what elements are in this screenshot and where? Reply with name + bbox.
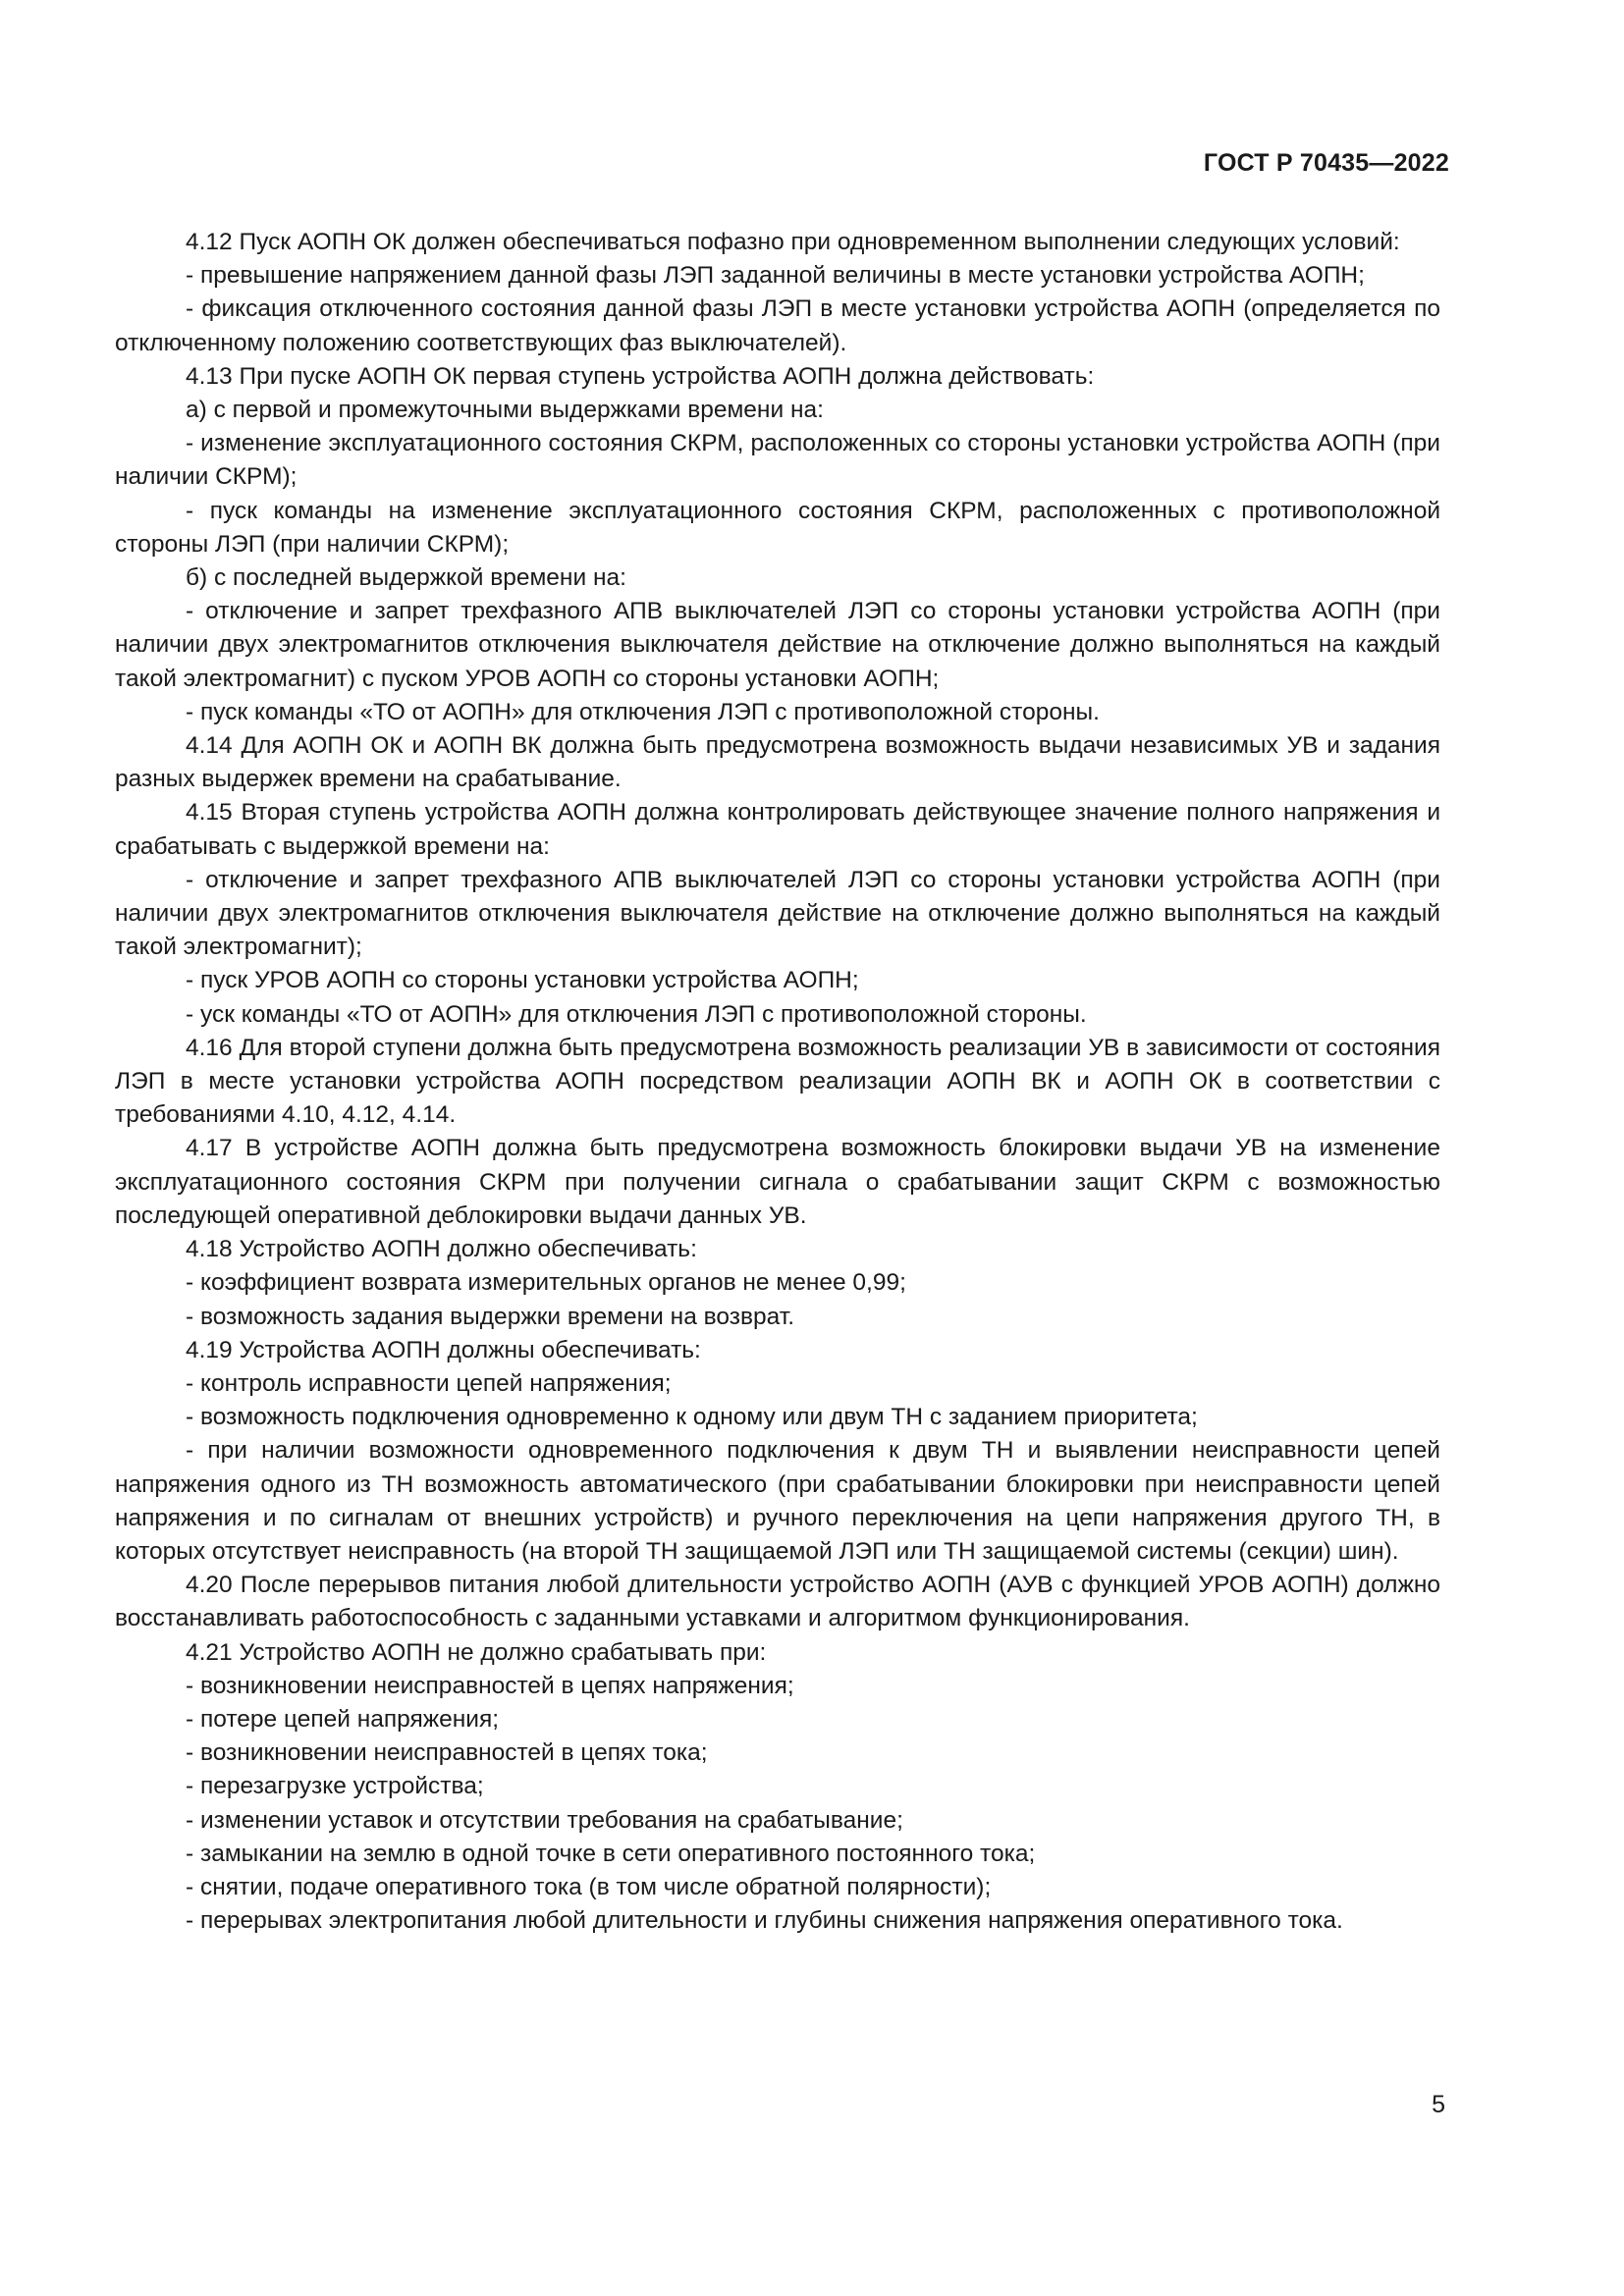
list-item: - превышение напряжением данной фазы ЛЭП заданной величины в месте установки устройства АОПН; [186, 262, 1365, 290]
list-item: - уск команды «ТО от АОПН» для отключения ЛЭП с противоположной стороны. [186, 1000, 1087, 1028]
list-item: - перезагрузке устройства; [186, 1773, 484, 1800]
list-item: - пуск команды на изменение эксплуатационного состояния СКРМ, расположенных с противоположной стороны ЛЭП (при наличии СКРМ); [115, 497, 1440, 558]
list-item: - возникновении неисправностей в цепях напряжения; [186, 1672, 794, 1699]
paragraph-4-17: 4.17 В устройстве АОПН должна быть предусмотрена возможность блокировки выдачи УВ на изменение эксплуатационного состояния СКРМ при получении сигнала о срабатывании защит СКРМ с возможностью последующей оперативной деблокировки выдачи данных УВ. [115, 1135, 1440, 1229]
list-item: - изменение эксплуатационного состояния СКРМ, расположенных со стороны установки устройства АОПН (при наличии СКРМ); [115, 430, 1440, 491]
list-item: - перерывах электропитания любой длительности и глубины снижения напряжения оперативного тока. [186, 1907, 1343, 1935]
list-item: - потере цепей напряжения; [186, 1705, 500, 1733]
list-item: - пуск команды «ТО от АОПН» для отключения ЛЭП с противоположной стороны. [186, 698, 1100, 725]
list-item: - коэффициент возврата измерительных органов не менее 0,99; [186, 1269, 906, 1297]
paragraph-4-14: 4.14 Для АОПН ОК и АОПН ВК должна быть предусмотрена возможность выдачи независимых УВ и задания разных выдержек времени на срабатывание. [115, 732, 1440, 793]
document-body [115, 226, 1440, 1938]
paragraph-4-20: 4.20 После перерывов питания любой длительности устройство АОПН (АУВ с функцией УРОВ АОПН) должно восстанавливать работоспособность с заданными уставками и алгоритмом функционирования. [115, 1572, 1440, 1632]
list-item: - изменении уставок и отсутствии требования на срабатывание; [186, 1806, 903, 1834]
subitem-a: а) с первой и промежуточными выдержками времени на: [186, 397, 824, 424]
paragraph-4-13: 4.13 При пуске АОПН ОК первая ступень устройства АОПН должна действовать: [186, 362, 1095, 390]
document-header: ГОСТ Р 70435—2022 [1203, 149, 1449, 177]
paragraph-4-21: 4.21 Устройство АОПН не должно срабатывать при: [186, 1638, 767, 1666]
subitem-b: б) с последней выдержкой времени на: [186, 564, 626, 592]
paragraph-4-16: 4.16 Для второй ступени должна быть предусмотрена возможность реализации УВ в зависимости от состояния ЛЭП в месте установки устройства АОПН посредством реализации АОПН ВК и АОПН ОК в соответствии с требованиями 4.10, 4.12, 4.14. [115, 1034, 1440, 1129]
list-item: - возможность подключения одновременно к одному или двум ТН с заданием приоритета; [186, 1404, 1198, 1431]
list-item: - замыкании на землю в одной точке в сети оперативного постоянного тока; [186, 1840, 1036, 1867]
paragraph-4-19: 4.19 Устройства АОПН должны обеспечивать: [186, 1336, 701, 1363]
paragraph-4-18: 4.18 Устройство АОПН должно обеспечивать: [186, 1236, 697, 1263]
list-item: - фиксация отключенного состояния данной фазы ЛЭП в месте установки устройства АОПН (определяется по отключенному положению соответствующих фаз выключателей). [115, 295, 1440, 356]
paragraph-4-15: 4.15 Вторая ступень устройства АОПН должна контролировать действующее значение полного напряжения и срабатывать с выдержкой времени на: [115, 799, 1440, 860]
list-item: - возникновении неисправностей в цепях тока; [186, 1739, 708, 1767]
list-item: - отключение и запрет трехфазного АПВ выключателей ЛЭП со стороны установки устройства АОПН (при наличии двух электромагнитов отключения выключателя действие на отключение должно выполняться на каждый такой электромагнит); [115, 866, 1440, 961]
list-item: - снятии, подаче оперативного тока (в том числе обратной полярности); [186, 1873, 992, 1900]
page-number: 5 [1432, 2091, 1445, 2118]
list-item: - возможность задания выдержки времени на возврат. [186, 1303, 795, 1330]
list-item: - при наличии возможности одновременного подключения к двум ТН и выявлении неисправности цепей напряжения одного из ТН возможность автоматического (при срабатывании блокировки при неисправности цепей напряжения и по сигналам от внешних устройств) и ручного переключения на цепи напряжения другого ТН, в которых отсутствует неисправность (на второй ТН защищаемой ЛЭП или ТН защищаемой системы (секции) шин). [115, 1437, 1440, 1565]
paragraph-4-12: 4.12 Пуск АОПН ОК должен обеспечиваться пофазно при одновременном выполнении следующих условий: [186, 229, 1400, 255]
list-item: - пуск УРОВ АОПН со стороны установки устройства АОПН; [186, 967, 859, 994]
list-item: - отключение и запрет трехфазного АПВ выключателей ЛЭП со стороны установки устройства АОПН (при наличии двух электромагнитов отключения выключателя действие на отключение должно выполняться на каждый такой электромагнит) с пуском УРОВ АОПН со стороны установки АОПН; [115, 598, 1440, 692]
list-item: - контроль исправности цепей напряжения; [186, 1369, 672, 1397]
